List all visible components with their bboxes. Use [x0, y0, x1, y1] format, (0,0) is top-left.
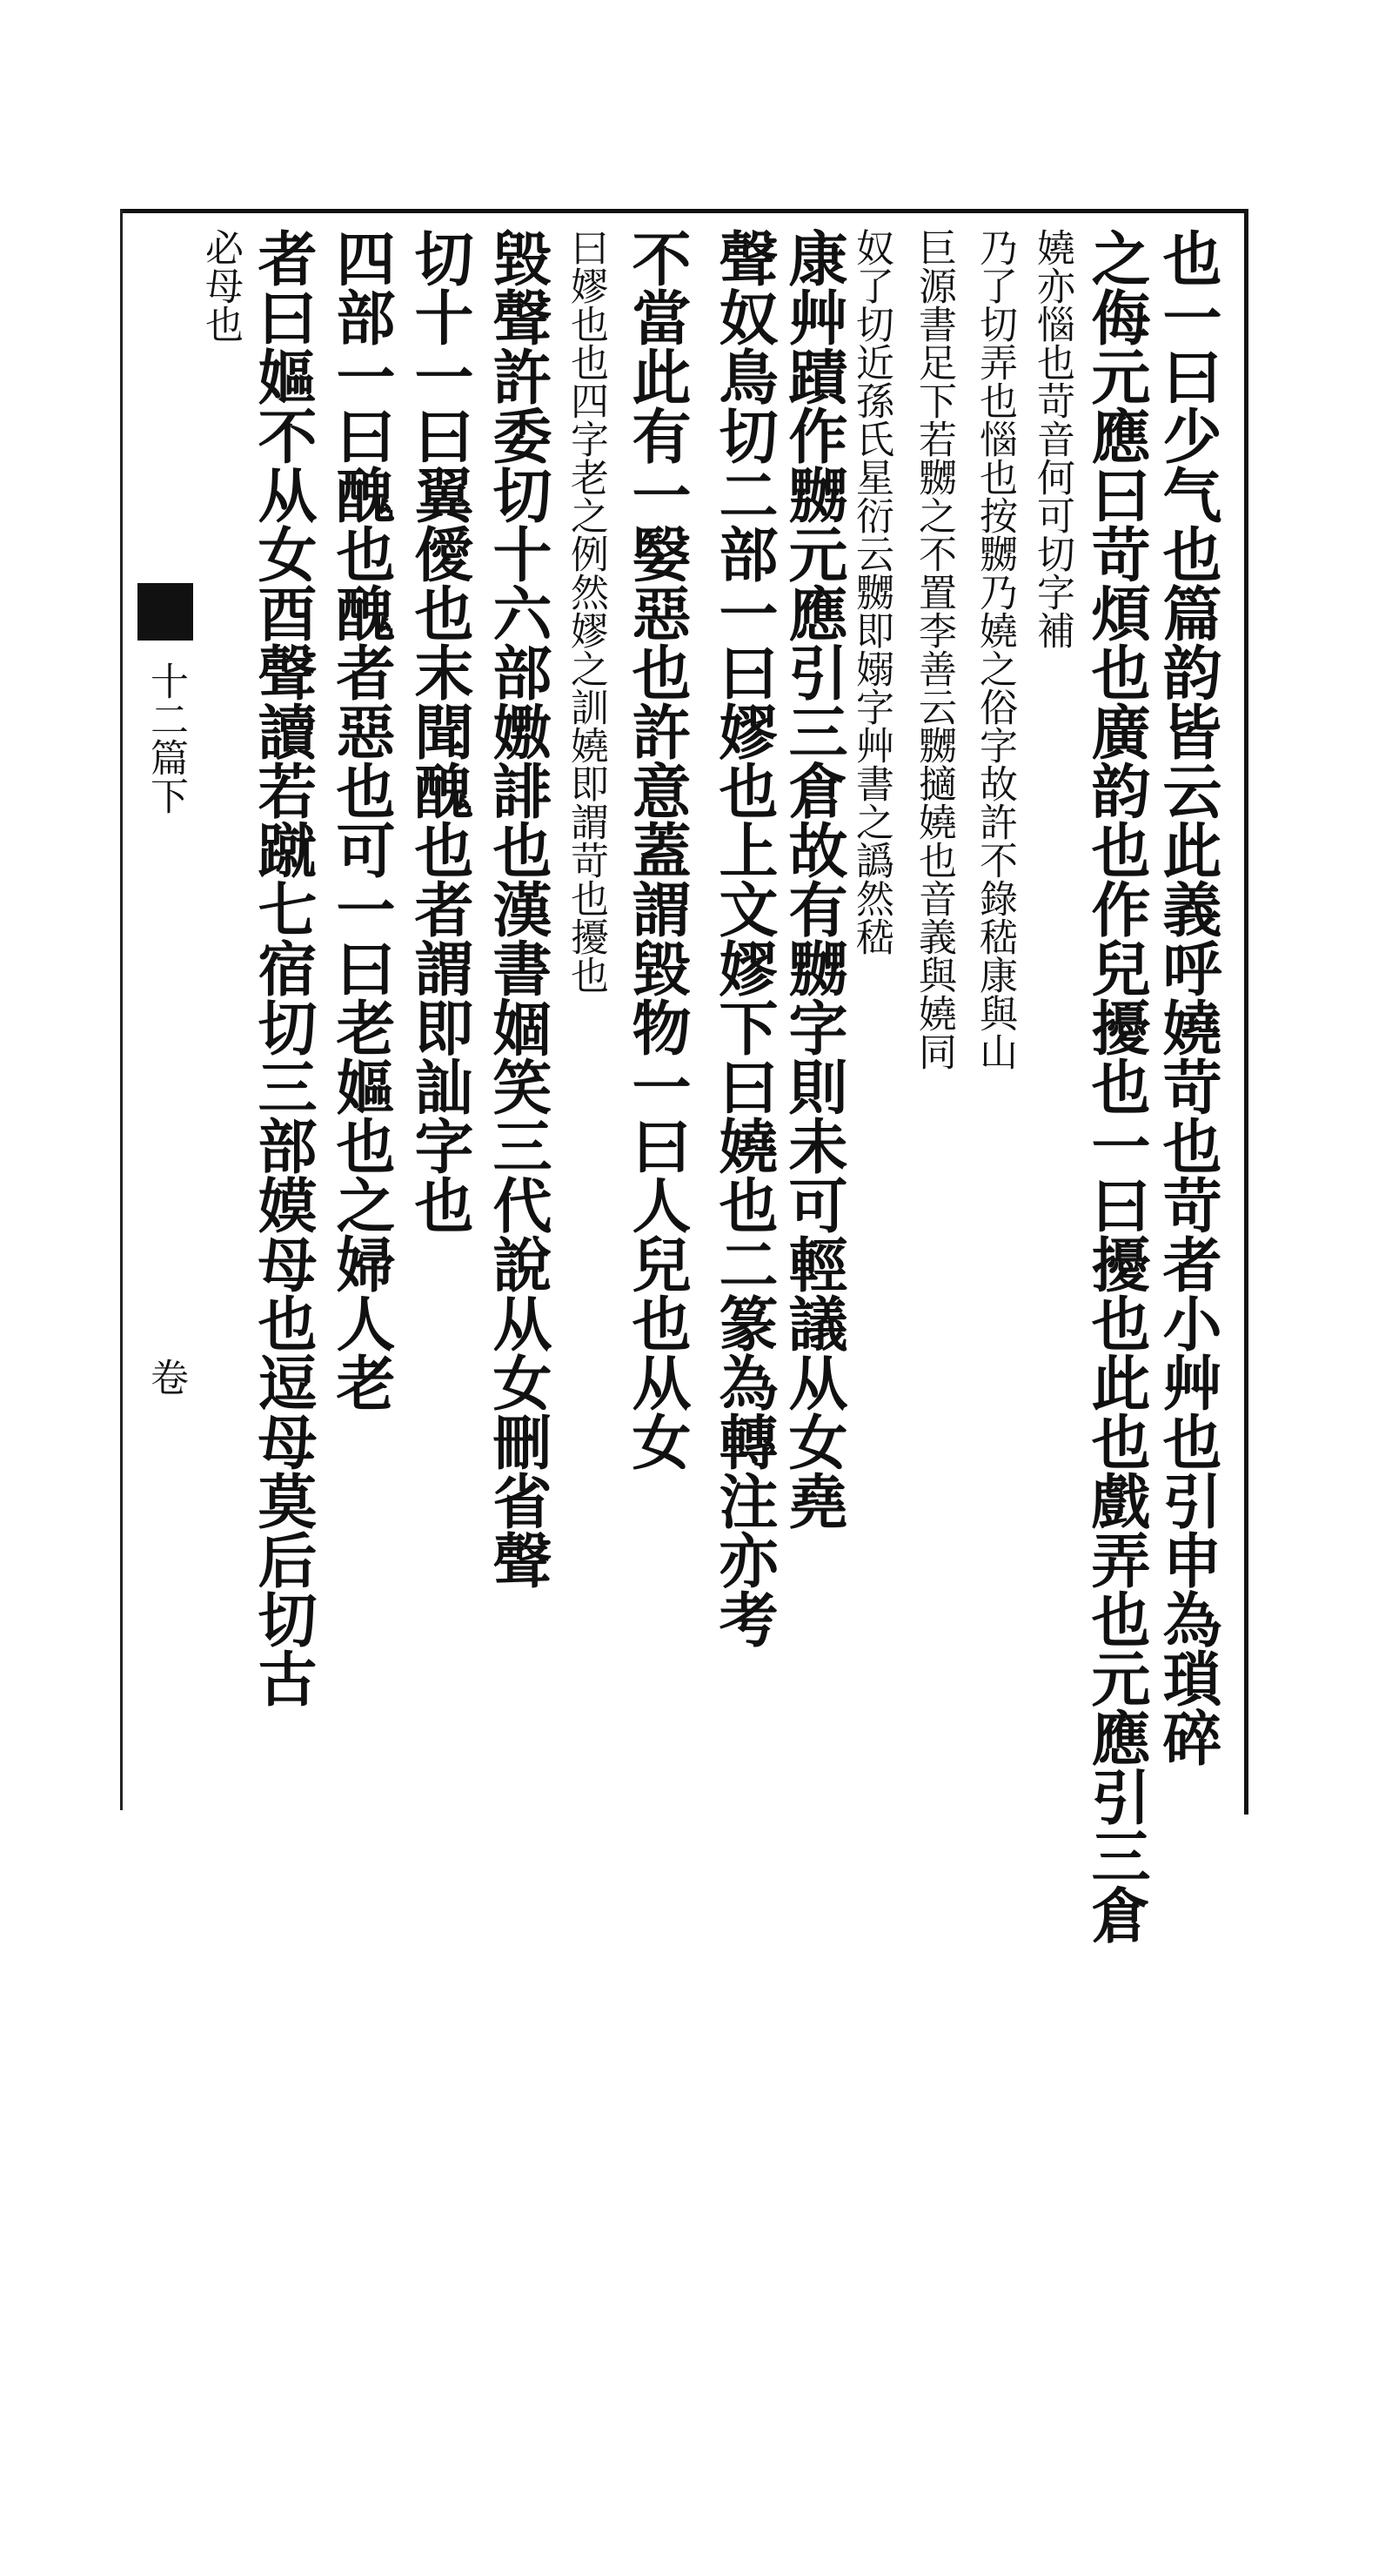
text-column: 聲奴鳥切二部一曰嫪也上文嫪下曰嬈也二篆為轉注亦考 [709, 228, 779, 1648]
text-column: 切十一曰翼僾也末聞醜也者謂即訕字也 [405, 228, 474, 1234]
text-column: 者曰嫗不从女酉聲讀若蹴七宿切三部嫫母也逗母莫后切古 [248, 228, 318, 1707]
page-border-left [120, 209, 123, 1810]
text-column: 嬈亦惱也苛音何可切字補 [1030, 228, 1074, 649]
text-column: 也一曰少气也篇韵皆云此義呼嬈苛也苛者小艸也引申為瑣碎 [1153, 228, 1222, 1767]
text-column: 必母也 [198, 228, 243, 343]
fishtail-mark [137, 583, 193, 641]
text-column: 曰嫪也也四字老之例然嫪之訓嬈即謂苛也擾也 [564, 228, 608, 994]
center-strip-title: 十二篇下 [144, 661, 188, 815]
center-strip-volume: 卷 [144, 1358, 188, 1396]
text-column: 乃了切弄也惱也按嬲乃嬈之俗字故許不錄嵇康與山 [973, 228, 1017, 1070]
text-column: 毀聲許委切十六部嫐誹也漢書婟笑三代說从女刪省聲 [483, 228, 552, 1589]
text-column: 巨源書足下若嬲之不置李善云嬲擿嬈也音義與嬈同 [912, 228, 956, 1070]
text-column: 之侮元應曰苛煩也廣韵也作兒擾也一曰擾也此也戲弄也元應引三倉 [1081, 228, 1151, 1944]
text-column: 康艸蹟作嬲元應引三倉故有嬲字則未可輕議从女堯 [779, 228, 848, 1530]
text-column: 四部一曰醜也醜者惡也可一曰老嫗也之婦人老 [326, 228, 396, 1412]
text-column: 不當此有一嫛惡也許意蓋謂毀物一曰人兒也从女 [622, 228, 692, 1471]
text-column: 奴了切近孫氏星衍云嬲即嫋字艸書之譌然嵇 [849, 228, 893, 956]
